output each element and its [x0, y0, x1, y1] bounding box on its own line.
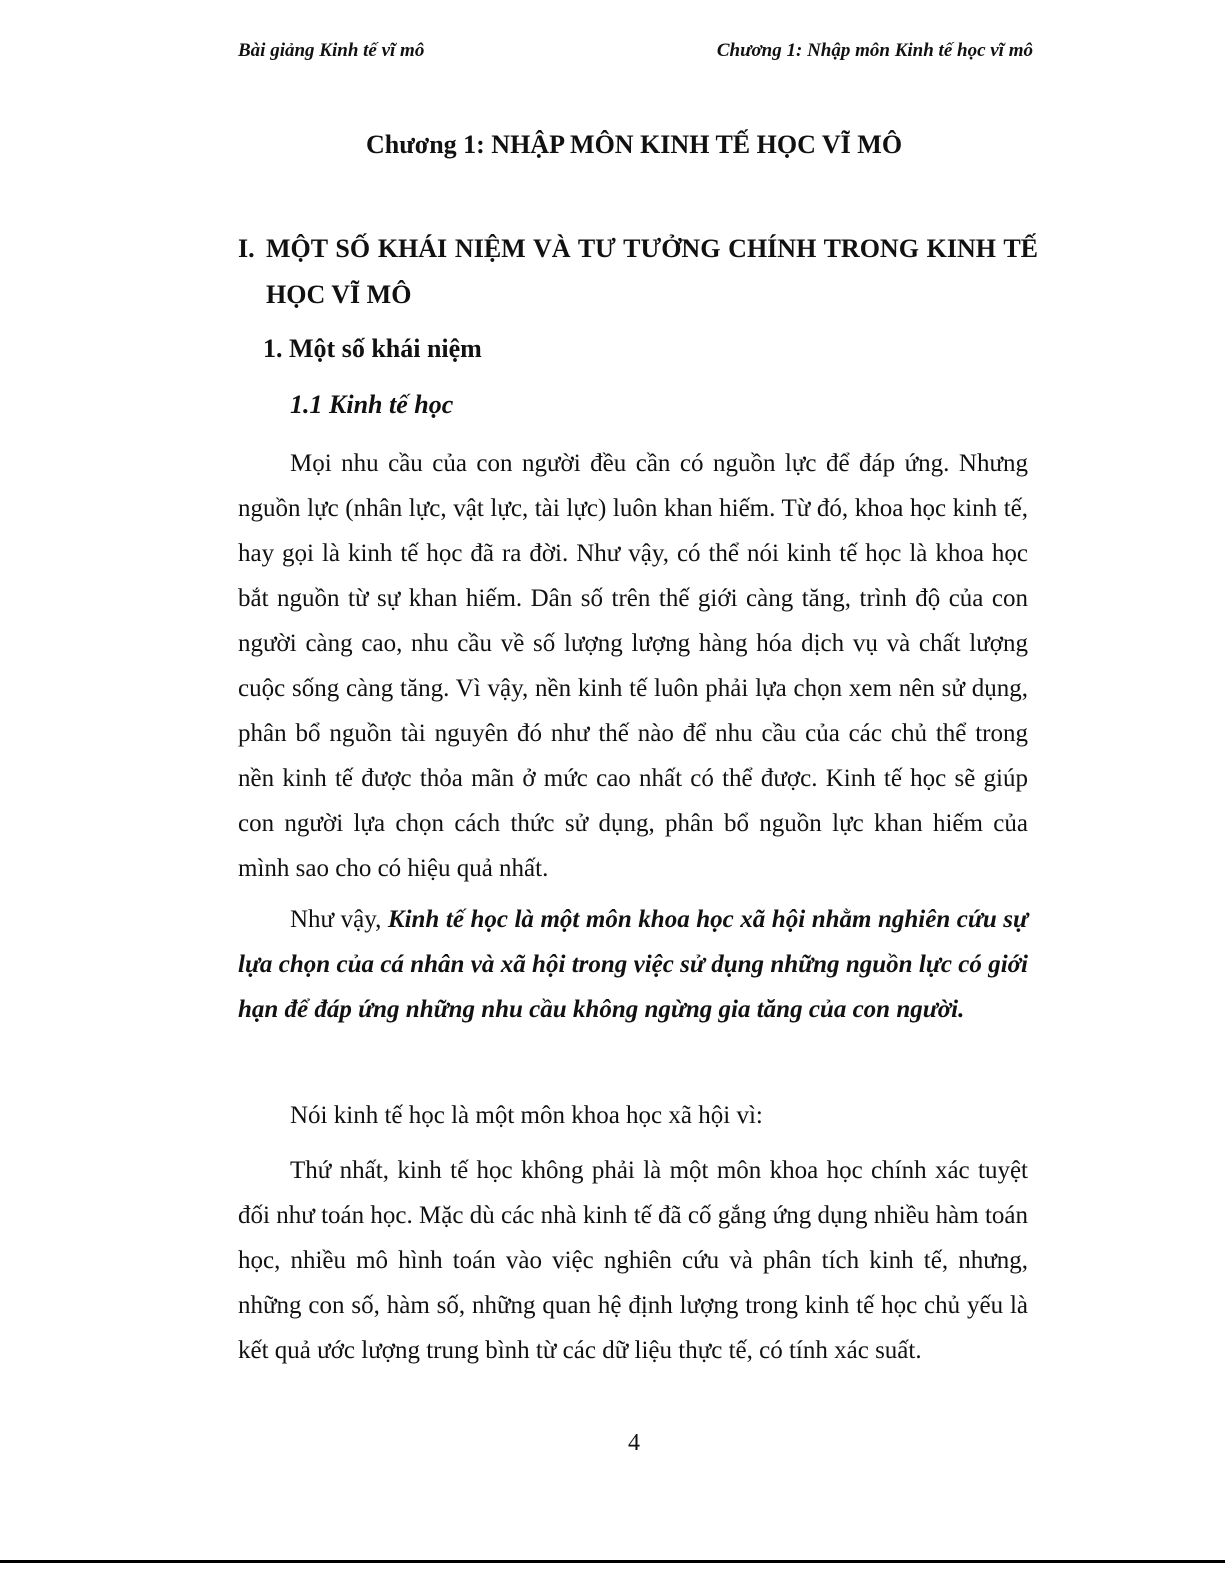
subsection-heading: 1. Một số khái niệm	[263, 334, 482, 363]
definition-lead: Như vậy,	[290, 906, 388, 933]
header-chapter-title: Chương 1: Nhập môn Kinh tế học vĩ mô	[716, 40, 1033, 61]
section-title: MỘT SỐ KHÁI NIỆM VÀ TƯ TƯỞNG CHÍNH TRONG KINH TẾ HỌC VĨ MÔ	[266, 234, 1038, 309]
paragraph-first-reason: Thứ nhất, kinh tế học không phải là một môn khoa học chính xác tuyệt đối như toán học. Mặc dù các nhà kinh tế đã cố gắng ứng dụng nhiều hàm toán học, nhiều mô hình toán vào việc nghiên cứu và phân tích kinh tế, nhưng, những con số, hàm số, những quan hệ định lượng trong kinh tế học chủ yếu là kết quả ước lượng trung bình từ các dữ liệu thực tế, có tính xác suất.	[238, 1157, 1028, 1364]
chapter-title: Chương 1: NHẬP MÔN KINH TẾ HỌC VĨ MÔ	[365, 130, 903, 159]
running-header	[238, 40, 1033, 70]
paragraph-social-science: Nói kinh tế học là một môn khoa học xã hội vì:	[290, 1102, 763, 1129]
page-number: 4	[628, 1430, 640, 1456]
subsubsection-heading: 1.1 Kinh tế học	[290, 390, 454, 419]
section-heading	[238, 226, 1038, 318]
bottom-border-line	[0, 1560, 1225, 1563]
economics-definition: Kinh tế học là một môn khoa học xã hội nhằm nghiên cứu sự lựa chọn của cá nhân và xã hội trong việc sử dụng những nguồn lực có giới hạn để đáp ứng những nhu cầu không ngừng gia tăng của con người.	[238, 906, 1028, 1023]
header-book-title: Bài giảng Kinh tế vĩ mô	[238, 40, 425, 61]
section-number: I.	[238, 234, 255, 263]
paragraph-definition	[238, 897, 1028, 1032]
paragraph-intro: Mọi nhu cầu của con người đều cần có nguồn lực để đáp ứng. Nhưng nguồn lực (nhân lực, vật lực, tài lực) luôn khan hiếm. Từ đó, khoa học kinh tế, hay gọi là kinh tế học đã ra đời. Như vậy, có thể nói kinh tế học là khoa học bắt nguồn từ sự khan hiếm. Dân số trên thế giới càng tăng, trình độ của con người càng cao, nhu cầu về số lượng lượng hàng hóa dịch vụ và chất lượng cuộc sống càng tăng. Vì vậy, nền kinh tế luôn phải lựa chọn xem nên sử dụng, phân bổ nguồn tài nguyên đó như thế nào để nhu cầu của các chủ thể trong nền kinh tế được thỏa mãn ở mức cao nhất có thể được. Kinh tế học sẽ giúp con người lựa chọn cách thức sử dụng, phân bổ nguồn lực khan hiếm của mình sao cho có hiệu quả nhất.	[238, 450, 1028, 882]
